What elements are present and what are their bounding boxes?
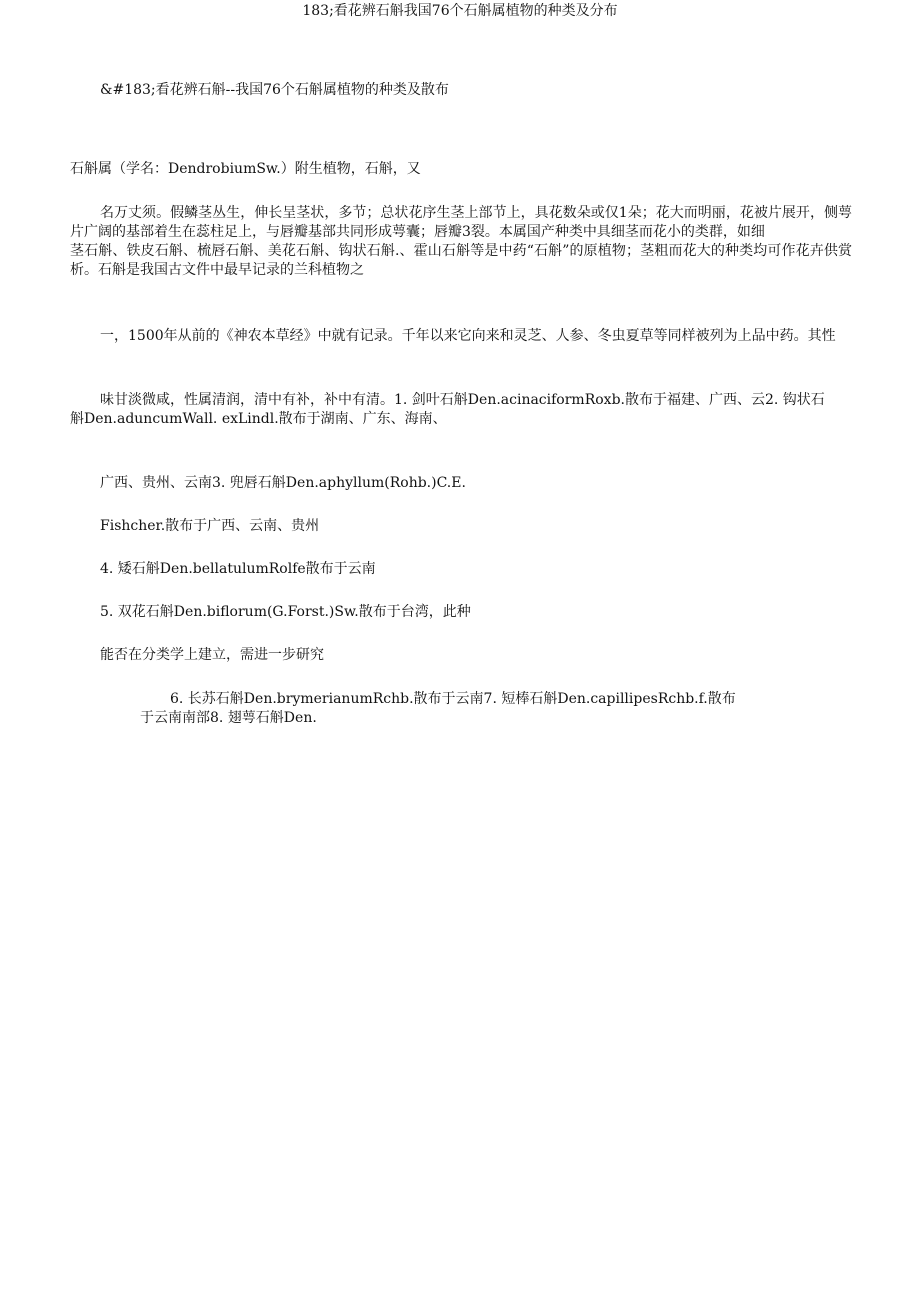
species-line-6-7: 6. 长苏石斛Den.brymerianumRchb.散布于云南7. 短棒石斛Den.capillipesRchb.f.散布: [170, 691, 736, 707]
paragraph-description-continued: 茎石斛、铁皮石斛、梳唇石斛、美花石斛、钩状石斛.、霍山石斛等是中药“石斛”的原植物；茎粗而花大的种类均可作花卉供赏析。石斛是我国古文件中最早记录的兰科植物之: [70, 243, 852, 278]
paragraph-intro: 石斛属（学名：DendrobiumSw.）附生植物，石斛，又: [70, 161, 421, 177]
species-line-8: 于云南南部8. 翅萼石斛Den.: [140, 710, 317, 726]
species-line-4: 4. 矮石斛Den.bellatulumRolfe散布于云南: [100, 561, 376, 577]
species-line-3: 广西、贵州、云南3. 兜唇石斛Den.aphyllum(Rohb.)C.E.: [100, 475, 466, 491]
paragraph-description: [70, 204, 852, 280]
species-line-3-cont: Fishcher.散布于广西、云南、贵州: [100, 518, 320, 534]
paragraph-species-list: [70, 391, 852, 429]
paragraph-history: 一，1500年从前的《神农本草经》中就有记录。千年以来它向来和灵芝、人参、冬虫夏草等同样被列为上品中药。其性: [100, 328, 836, 344]
document-title: &#183;看花辨石斛--我国76个石斛属植物的种类及散布: [100, 82, 449, 98]
paragraph-species-list-continued: 斛Den.aduncumWall. exLindl.散布于湖南、广东、海南、: [70, 411, 447, 427]
species-line-5: 5. 双花石斛Den.biflorum(G.Forst.)Sw.散布于台湾，此种: [100, 604, 471, 620]
species-line-5-cont: 能否在分类学上建立，需进一步研究: [100, 647, 324, 663]
paragraph-description-text: 名万丈须。假鳞茎丛生，伸长呈茎状，多节；总状花序生茎上部节上，具花数朵或仅1朵；花大而明丽，花被片展开，侧萼片广阔的基部着生在蕊柱足上，与唇瓣基部共同形成萼囊；唇瓣3裂。本属国产种类中具细茎而花小的类群，如细: [70, 205, 852, 240]
paragraph-species-list-text: 味甘淡微咸，性属清润，清中有补，补中有清。1. 剑叶石斛Den.acinaciformRoxb.散布于福建、广西、云2. 钩状石: [100, 392, 825, 408]
paragraph-species-6-8: [140, 690, 800, 728]
running-header: 183;看花辨石斛我国76个石斛属植物的种类及分布: [302, 3, 618, 19]
